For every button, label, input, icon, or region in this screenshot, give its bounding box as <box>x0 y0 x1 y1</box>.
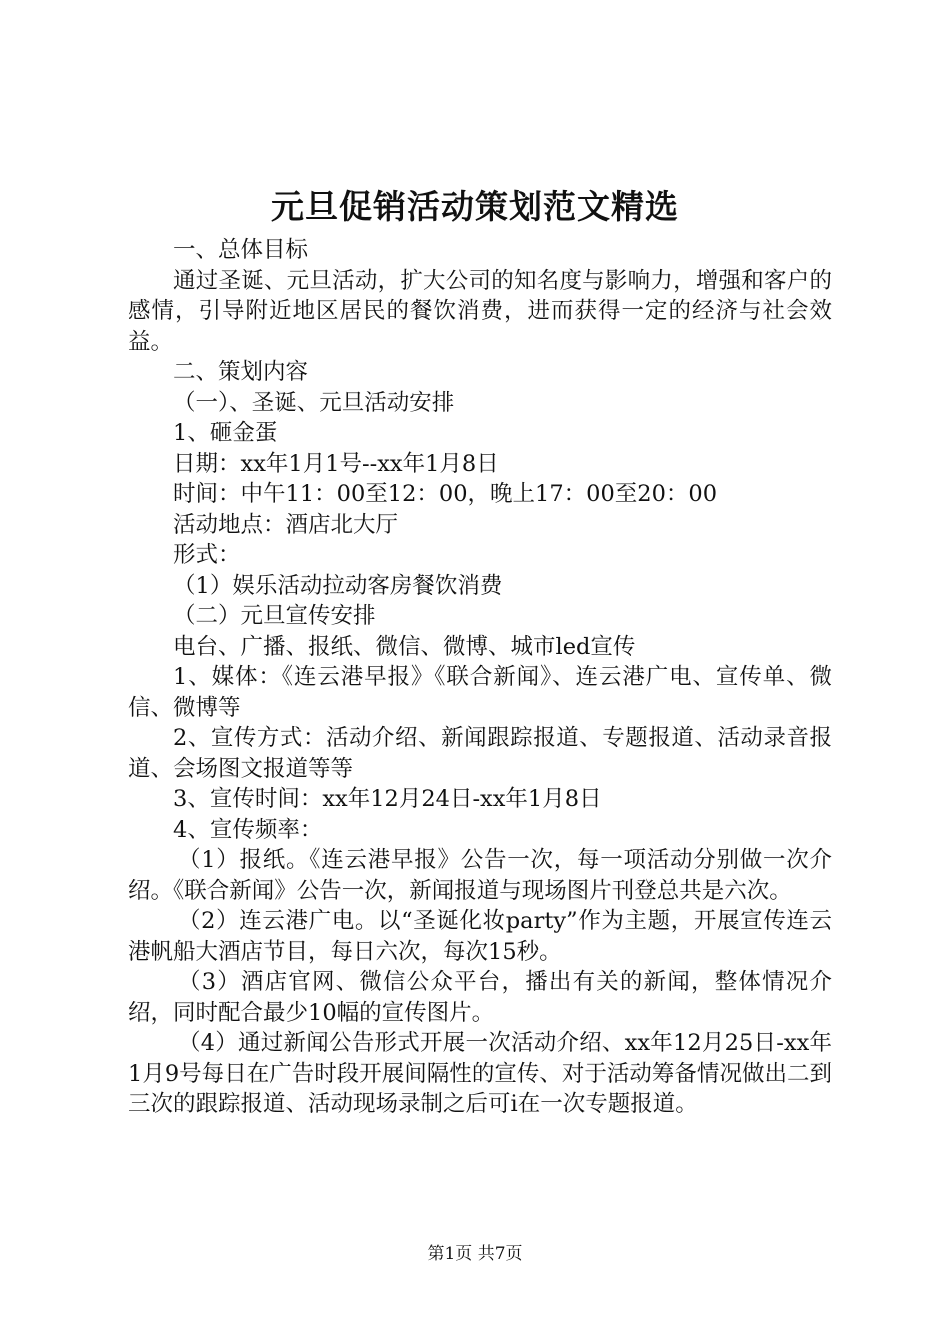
paragraph: 1、砸金蛋 <box>173 420 278 446</box>
document-title: 元旦促销活动策划范文精选 <box>271 187 679 226</box>
paragraph: 时间：中午11：00至12：00，晚上17：00至20：00 <box>173 481 718 507</box>
paragraph: 4、宣传频率： <box>173 816 323 843</box>
paragraph: 二、策划内容 <box>173 359 309 385</box>
paragraph: 一、总体目标 <box>173 237 309 263</box>
paragraph: （1）报纸。《连云港早报》公告一次，每一项活动分别做一次介绍。《联合新闻》公告一次，新闻报道与现场图片刊登总共是六次。 <box>128 847 832 904</box>
paragraph: （3）酒店官网、微信公众平台，播出有关的新闻，整体情况介绍，同时配合最少10幅的宣传图片。 <box>128 969 832 1026</box>
paragraph: （二）元旦宣传安排 <box>173 603 376 629</box>
document-body <box>128 235 832 1120</box>
paragraph: （一）、圣诞、元旦活动安排 <box>173 389 455 416</box>
paragraph: 3、宣传时间：xx年12月24日-xx年1月8日 <box>173 786 602 812</box>
paragraph: （2）连云港广电。以“圣诞化妆party”作为主题，开展宣传连云港帆船大酒店节目，每日六次，每次15秒。 <box>128 908 832 965</box>
paragraph: 形式： <box>173 542 241 568</box>
paragraph: 日期：xx年1月1号--xx年1月8日 <box>173 450 499 477</box>
paragraph: 2、宣传方式：活动介绍、新闻跟踪报道、专题报道、活动录音报道、会场图文报道等等 <box>128 725 832 782</box>
paragraph: 1、媒体：《连云港早报》《联合新闻》、连云港广电、宣传单、微信、微博等 <box>128 664 832 721</box>
page-footer: 第1页 共7页 <box>427 1244 523 1264</box>
paragraph: 活动地点：酒店北大厅 <box>173 511 399 538</box>
paragraph: 电台、广播、报纸、微信、微博、城市led宣传 <box>173 633 636 660</box>
paragraph: （4）通过新闻公告形式开展一次活动介绍、xx年12月25日-xx年1月9号每日在广告时段开展间隔性的宣传、对于活动筹备情况做出二到三次的跟踪报道、活动现场录制之后可i在一次专题报道。 <box>128 1030 832 1117</box>
paragraph: 通过圣诞、元旦活动，扩大公司的知名度与影响力，增强和客户的感情，引导附近地区居民的餐饮消费，进而获得一定的经济与社会效益。 <box>128 267 832 355</box>
paragraph: （1）娱乐活动拉动客房餐饮消费 <box>173 572 503 599</box>
